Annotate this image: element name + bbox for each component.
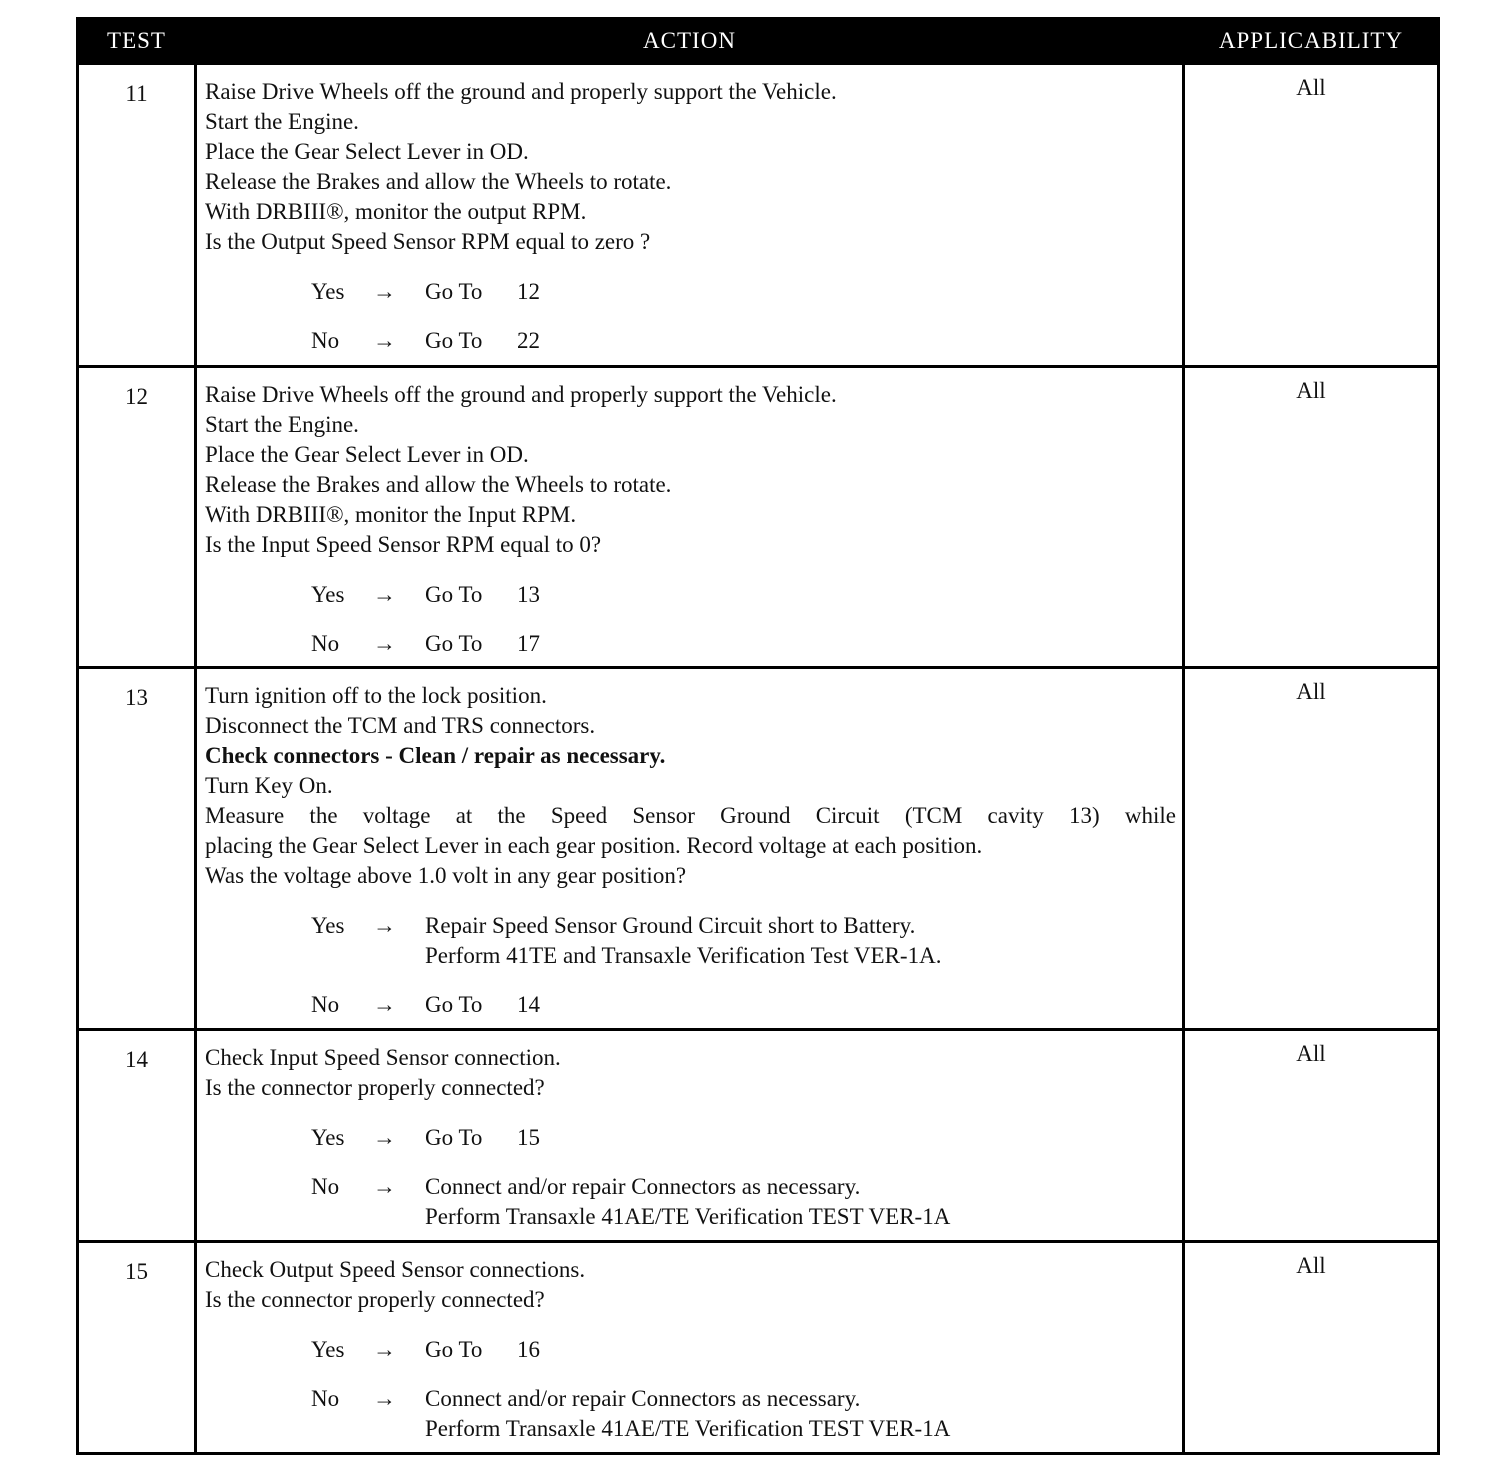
action-line: Is the connector properly connected? (205, 1075, 545, 1100)
action-line: Raise Drive Wheels off the ground and properly support the Vehicle. (205, 79, 837, 104)
arrow-icon: → (373, 631, 396, 656)
result-line: Perform 41TE and Transaxle Verification Test VER-1A. (425, 943, 942, 968)
answer-key: Yes (311, 582, 345, 607)
action-line: Is the connector properly connected? (205, 1287, 545, 1312)
answer-no (311, 1384, 1176, 1444)
answer-result (425, 580, 1176, 610)
action-line: Raise Drive Wheels off the ground and properly support the Vehicle. (205, 382, 837, 407)
action-line: Release the Brakes and allow the Wheels to rotate. (205, 472, 672, 497)
goto-label: Go To (425, 582, 483, 607)
goto-label: Go To (425, 1125, 483, 1150)
answer-yes (311, 1335, 1176, 1365)
test-number: 15 (78, 1242, 196, 1454)
answer-result (425, 1172, 1176, 1232)
action-line-bold: Check connectors - Clean / repair as necessary. (205, 743, 666, 768)
goto-label: Go To (425, 328, 483, 353)
header-test: TEST (78, 19, 196, 64)
result-line: Perform Transaxle 41AE/TE Verification TEST VER-1A (425, 1416, 951, 1441)
goto-target: 15 (517, 1125, 540, 1150)
goto-target: 12 (517, 279, 540, 304)
action-line: Release the Brakes and allow the Wheels to rotate. (205, 169, 672, 194)
answer-result (425, 1123, 1176, 1153)
table-row (78, 64, 1439, 367)
goto-label: Go To (425, 1337, 483, 1362)
goto-label: Go To (425, 992, 483, 1017)
answer-key: Yes (311, 913, 345, 938)
result-line: Repair Speed Sensor Ground Circuit short to Battery. (425, 913, 916, 938)
test-number: 11 (78, 64, 196, 367)
goto-label: Go To (425, 631, 483, 656)
answer-key: Yes (311, 1125, 345, 1150)
header-action: ACTION (196, 19, 1184, 64)
action-line: Is the Output Speed Sensor RPM equal to zero ? (205, 229, 651, 254)
action-cell (196, 367, 1184, 668)
table-row (78, 1242, 1439, 1454)
answer-result (425, 326, 1176, 356)
answer-no (311, 1172, 1176, 1232)
table-row (78, 668, 1439, 1030)
arrow-icon: → (373, 992, 396, 1017)
answer-yes (311, 911, 1176, 971)
applicability-cell: All (1184, 668, 1439, 1030)
action-cell (196, 1030, 1184, 1242)
action-line: Check Output Speed Sensor connections. (205, 1257, 586, 1282)
answer-no (311, 629, 1176, 659)
answer-result (425, 911, 1176, 971)
table-row (78, 1030, 1439, 1242)
action-line: Turn Key On. (205, 773, 333, 798)
arrow-icon: → (373, 1386, 396, 1411)
applicability-cell: All (1184, 1030, 1439, 1242)
action-cell (196, 668, 1184, 1030)
arrow-icon: → (373, 1125, 396, 1150)
action-line: Disconnect the TCM and TRS connectors. (205, 713, 596, 738)
answer-yes (311, 1123, 1176, 1153)
arrow-icon: → (373, 328, 396, 353)
action-line: Start the Engine. (205, 109, 359, 134)
arrow-icon: → (373, 582, 396, 607)
table-row (78, 367, 1439, 668)
test-number: 13 (78, 668, 196, 1030)
applicability-cell: All (1184, 1242, 1439, 1454)
goto-label: Go To (425, 279, 483, 304)
arrow-icon: → (373, 1174, 396, 1199)
answer-result (425, 1384, 1176, 1444)
answer-yes (311, 277, 1176, 307)
arrow-icon: → (373, 1337, 396, 1362)
goto-target: 16 (517, 1337, 540, 1362)
action-cell (196, 64, 1184, 367)
diagnostic-test-table (76, 17, 1440, 1455)
answer-key: No (311, 631, 340, 656)
answer-key: No (311, 1386, 340, 1411)
answer-result (425, 990, 1176, 1020)
test-number: 12 (78, 367, 196, 668)
arrow-icon: → (373, 913, 396, 938)
answer-yes (311, 580, 1176, 610)
header-row (78, 19, 1439, 64)
action-line: Is the Input Speed Sensor RPM equal to 0? (205, 532, 602, 557)
answer-no (311, 326, 1176, 356)
answer-key: Yes (311, 279, 345, 304)
result-line: Perform Transaxle 41AE/TE Verification TEST VER-1A (425, 1204, 951, 1229)
test-number: 14 (78, 1030, 196, 1242)
action-line: Check Input Speed Sensor connection. (205, 1045, 561, 1070)
action-line: Measure the voltage at the Speed Sensor Ground Circuit (TCM cavity 13) while (205, 803, 1176, 828)
answer-result (425, 277, 1176, 307)
action-line: Turn ignition off to the lock position. (205, 683, 547, 708)
goto-target: 14 (517, 992, 540, 1017)
result-line: Connect and/or repair Connectors as necessary. (425, 1174, 861, 1199)
answer-key: Yes (311, 1337, 345, 1362)
arrow-icon: → (373, 279, 396, 304)
action-line: placing the Gear Select Lever in each gear position. Record voltage at each position. (205, 833, 983, 858)
result-line: Connect and/or repair Connectors as necessary. (425, 1386, 861, 1411)
answer-result (425, 1335, 1176, 1365)
action-line: Place the Gear Select Lever in OD. (205, 139, 529, 164)
answer-key: No (311, 1174, 340, 1199)
action-line: With DRBIII®, monitor the Input RPM. (205, 502, 577, 527)
diagnostic-table-sheet (76, 17, 1437, 1455)
action-line: Was the voltage above 1.0 volt in any gear position? (205, 863, 687, 888)
applicability-cell: All (1184, 367, 1439, 668)
answer-key: No (311, 328, 340, 353)
goto-target: 22 (517, 328, 540, 353)
answer-result (425, 629, 1176, 659)
answer-no (311, 990, 1176, 1020)
action-line: Place the Gear Select Lever in OD. (205, 442, 529, 467)
answer-key: No (311, 992, 340, 1017)
action-line: Start the Engine. (205, 412, 359, 437)
applicability-cell: All (1184, 64, 1439, 367)
header-applicability: APPLICABILITY (1184, 19, 1439, 64)
action-cell (196, 1242, 1184, 1454)
goto-target: 13 (517, 582, 540, 607)
action-line: With DRBIII®, monitor the output RPM. (205, 199, 587, 224)
goto-target: 17 (517, 631, 540, 656)
